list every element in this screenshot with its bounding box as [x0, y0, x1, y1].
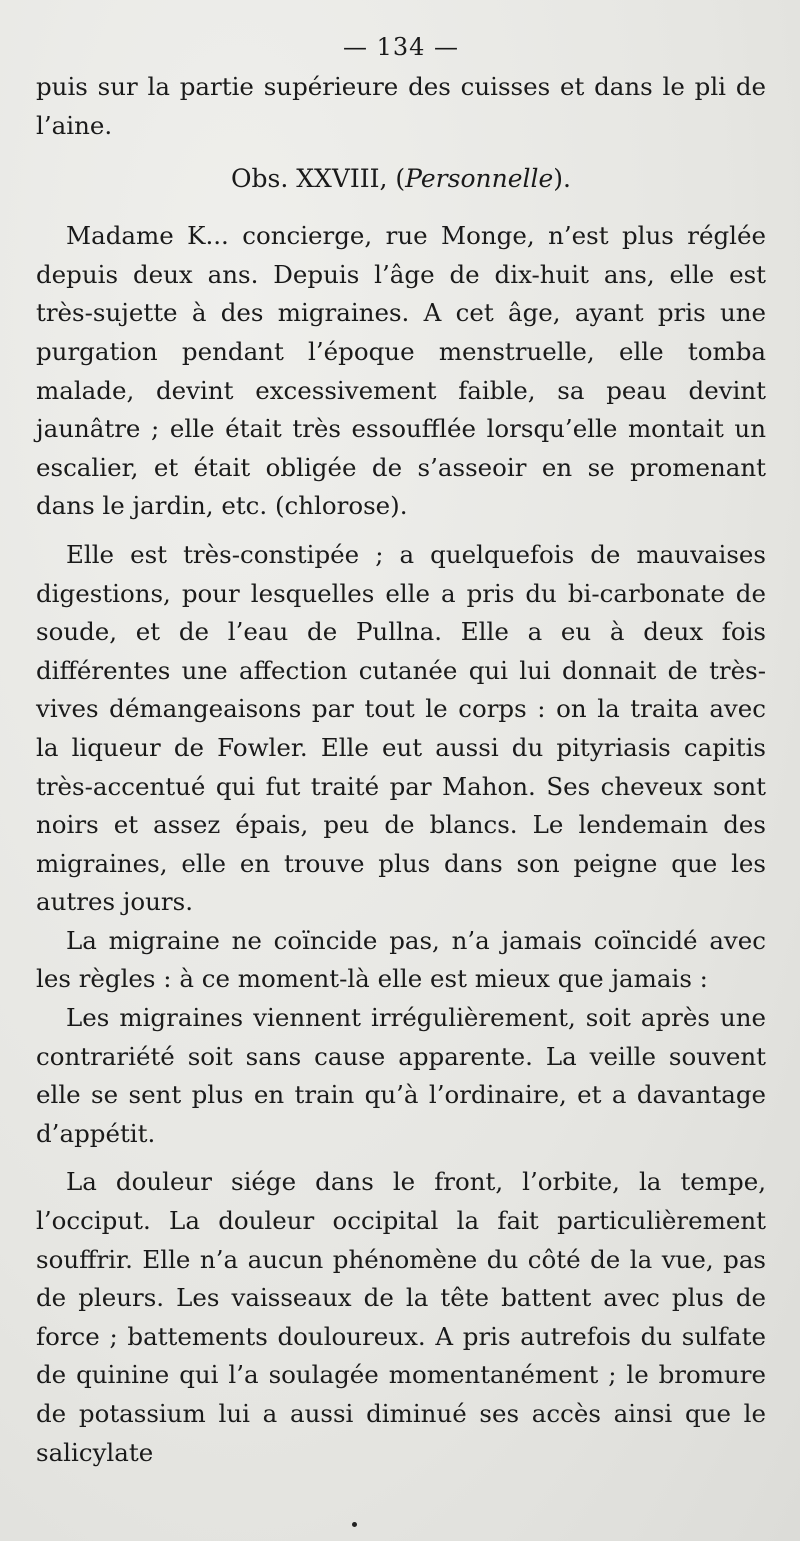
heading-italic: Personnelle	[405, 164, 554, 194]
observation-heading	[36, 159, 766, 199]
ink-speck	[352, 1522, 357, 1527]
paragraph-continuation: puis sur la partie supérieure des cuisses et dans le pli de l’aine.	[36, 72, 766, 140]
paragraph-1: Madame K... concierge, rue Monge, n’est plus réglée depuis deux ans. Depuis l’âge de dix-huit ans, elle est très-sujette à des migraines. A cet âge, ayant pris une purgation pendant l’époque menstruelle, elle tomba malade, devint excessivement faible, sa peau devint jaunâtre ; elle était très essoufflée lorsqu’elle montait un escalier, et était obligée de s’asseoir en se promenant dans le jardin, etc. (chlorose).	[36, 221, 766, 521]
heading-prefix: Obs. XXVIII, (	[231, 164, 406, 194]
paragraph-2: Elle est très-constipée ; a quelquefois de mauvaises digestions, pour lesquelles elle a pris du bi-carbonate de soude, et de l’eau de Pullna. Elle a eu à deux fois différentes une affection cutanée qui lui donnait de très-vives démangeaisons par tout le corps : on la traita avec la liqueur de Fowler. Elle eut aussi du pityriasis capitis très-accentué qui fut traité par Mahon. Ses cheveux sont noirs et assez épais, peu de blancs. Le lendemain des migraines, elle en trouve plus dans son peigne que les autres jours.	[36, 539, 766, 917]
heading-suffix: ).	[553, 164, 571, 194]
page-number: — 134 —	[342, 33, 460, 61]
paragraph-5: La douleur siége dans le front, l’orbite, la tempe, l’occiput. La douleur occipital la fait particulièrement souffrir. Elle n’a aucun phénomène du côté de la vue, pas de pleurs. Les vaisseaux de la tête battent avec plus de force ; battements douloureux. A pris autrefois du sulfate de quinine qui l’a soulagée momentanément ; le bromure de potassium lui a aussi diminué ses accès ainsi que le salicylate	[36, 1167, 766, 1467]
paragraph-3: La migraine ne coïncide pas, n’a jamais coïncidé avec les règles : à ce moment-là elle est mieux que jamais :	[36, 925, 766, 994]
paragraph-4: Les migraines viennent irrégulièrement, soit après une contrariété soit sans cause apparente. La veille souvent elle se sent plus en train qu’à l’ordinaire, et a davantage d’appétit.	[36, 1003, 766, 1148]
